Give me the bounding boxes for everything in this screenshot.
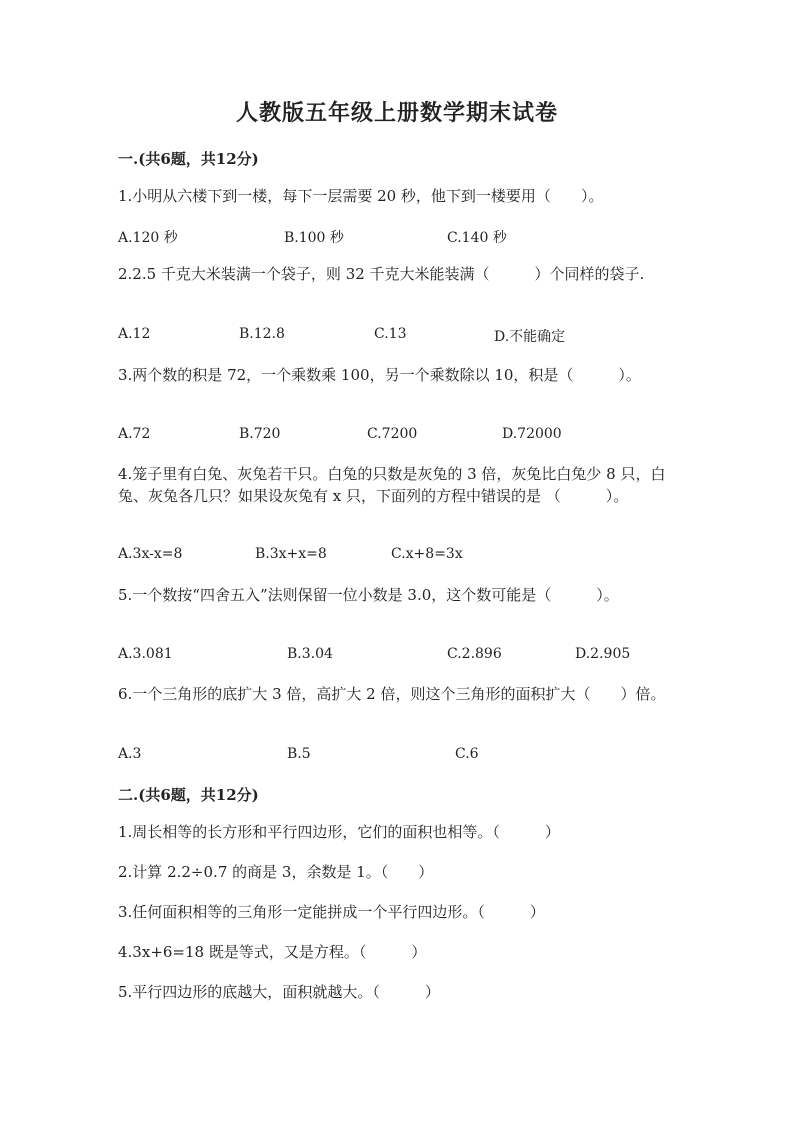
option-1b: B.100 秒 — [284, 230, 344, 246]
option-4b: B.3x+x=8 — [255, 546, 327, 562]
judge-question-5: 5.平行四边形的底越大，面积就越大。（ ） — [118, 983, 440, 1001]
option-2d: D.不能确定 — [494, 329, 566, 345]
option-2c: C.13 — [374, 326, 407, 342]
option-1c: C.140 秒 — [447, 230, 507, 246]
question-1: 1.小明从六楼下到一楼，每下一层需要 20 秒，他下到一楼要用（ ）。 — [118, 187, 604, 205]
question-5: 5.一个数按“四舍五入”法则保留一位小数是 3.0，这个数可能是（ ）。 — [118, 586, 619, 604]
option-4c: C.x+8=3x — [391, 546, 463, 562]
option-4a: A.3x-x=8 — [118, 546, 183, 562]
judge-question-4: 4.3x+6=18 既是等式，又是方程。（ ） — [118, 943, 427, 961]
option-6a: A.3 — [118, 746, 142, 762]
question-3: 3.两个数的积是 72，一个乘数乘 100，另一个乘数除以 10，积是（ ）。 — [118, 366, 641, 384]
section1-heading: 一.(共6题，共12分) — [118, 150, 259, 168]
page-title: 人教版五年级上册数学期末试卷 — [235, 100, 558, 126]
question-2: 2.2.5 千克大米装满一个袋子，则 32 千克大米能装满（ ）个同样的袋子. — [118, 265, 645, 283]
option-3a: A.72 — [118, 426, 151, 442]
option-5a: A.3.081 — [118, 646, 173, 662]
option-2a: A.12 — [118, 326, 151, 342]
question-6: 6.一个三角形的底扩大 3 倍，高扩大 2 倍，则这个三角形的面积扩大（ ）倍。 — [118, 685, 666, 703]
option-6c: C.6 — [455, 746, 479, 762]
option-5d: D.2.905 — [575, 646, 631, 662]
option-5c: C.2.896 — [447, 646, 502, 662]
option-3c: C.7200 — [367, 426, 418, 442]
judge-question-2: 2.计算 2.2÷0.7 的商是 3，余数是 1。（ ） — [118, 863, 434, 881]
option-6b: B.5 — [287, 746, 311, 762]
question-4: 4.笼子里有白兔、灰兔若干只。白兔的只数是灰兔的 3 倍，灰兔比白兔少 8 只，白兔、灰兔各几只？如果设灰兔有 x 只，下面列的方程中错误的是 （ ）。 — [118, 465, 666, 505]
option-3d: D.72000 — [502, 426, 562, 442]
option-1a: A.120 秒 — [118, 230, 178, 246]
judge-question-1: 1.周长相等的长方形和平行四边形，它们的面积也相等。（ ） — [118, 823, 560, 841]
option-2b: B.12.8 — [239, 326, 285, 342]
option-3b: B.720 — [239, 426, 281, 442]
judge-question-3: 3.任何面积相等的三角形一定能拼成一个平行四边形。（ ） — [118, 903, 545, 921]
option-5b: B.3.04 — [287, 646, 333, 662]
section2-heading: 二.(共6题，共12分) — [118, 786, 259, 804]
